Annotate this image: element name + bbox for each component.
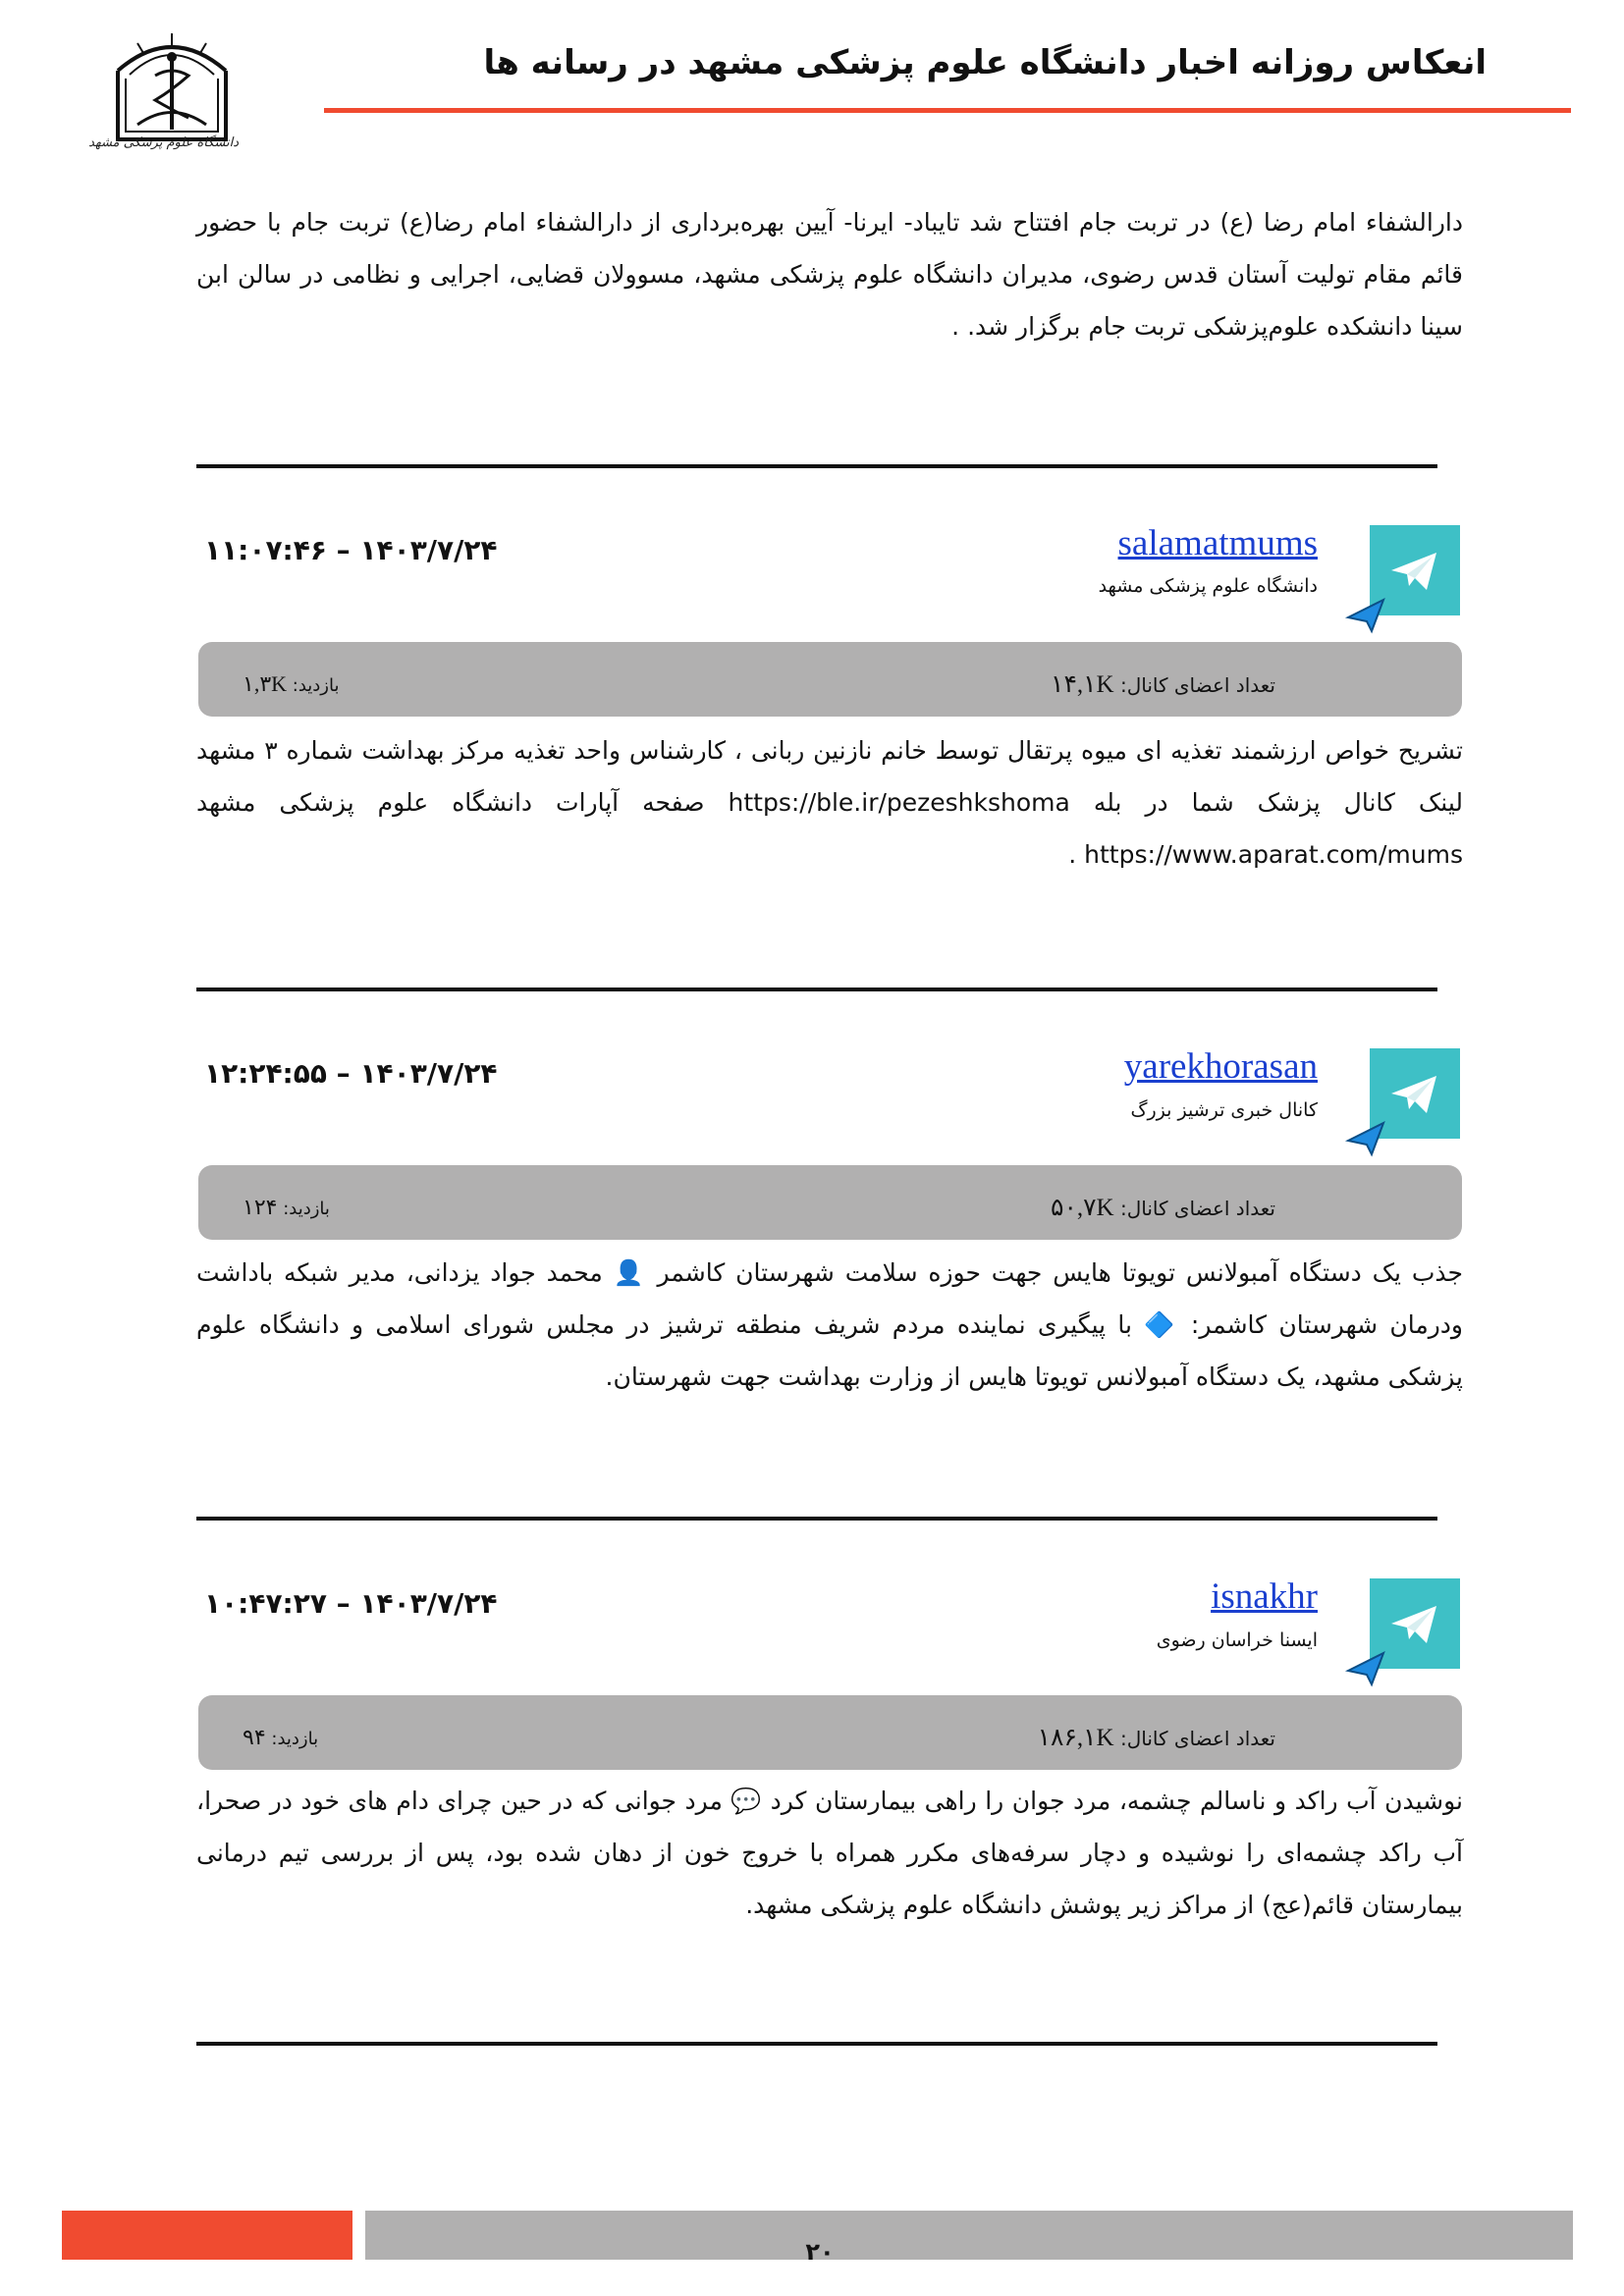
views-count: بازدید: ۹۴ <box>243 1725 319 1749</box>
post-text: جذب یک دستگاه آمبولانس تویوتا هایس جهت حوزه سلامت شهرستان کاشمر 👤 محمد جواد یزدانی، مدیر شبکه باداشت ودرمان شهرستان کاشمر: 🔷 با پیگیری نماینده مردم شریف منطقه ترشیز در مجلس شورای اسلامی و دانشگاه علوم پزشکی مشهد، یک دستگاه آمبولانس تویوتا هایس از وزارت بهداشت جهت شهرستان. <box>196 1258 1463 1391</box>
footer-bar <box>365 2211 1573 2260</box>
members-count: تعداد اعضای کانال: ۵۰,۷K <box>1051 1195 1275 1221</box>
section-divider <box>196 988 1437 991</box>
telegram-icon[interactable] <box>1370 1578 1460 1669</box>
members-count: تعداد اعضای کانال: ۱۸۶,۱K <box>1037 1725 1275 1751</box>
stats-bar <box>198 1165 1462 1240</box>
channel-subtitle: ایسنا خراسان رضوی <box>1156 1629 1318 1651</box>
stats-bar <box>198 1695 1462 1770</box>
channel-name-link[interactable]: isnakhr <box>1211 1576 1318 1617</box>
section-divider <box>196 2042 1437 2046</box>
telegram-icon[interactable] <box>1370 1048 1460 1139</box>
intro-paragraph: دارالشفاء امام رضا (ع) در تربت جام افتتاح شد تایباد- ایرنا- آیین بهره‌برداری از دارالشفاء امام رضا(ع) تربت جام با حضور قائم مقام تولیت آستان قدس رضوی، مدیران دانشگاه علوم پزشکی مشهد، مسوولان قضایی، اجرایی و نظامی در سالن ابن سینا دانشکده علوم‌پزشکی تربت جام برگزار شد. . <box>196 208 1463 341</box>
post-text: نوشیدن آب راکد و ناسالم چشمه، مرد جوان را راهی بیمارستان کرد 💬 مرد جوانی که در حین چرای دام های خود در صحرا، آب راکد چشمه‌ای را نوشیده و دچار سرفه‌های مکرر همراه با خروج خون از دهان شده بود، پس از بررسی تیم درمانی بیمارستان قائم(عج) از مراکز زیر پوشش دانشگاه علوم پزشکی مشهد. <box>196 1787 1463 1919</box>
page-number: ۲۰ <box>805 2238 835 2266</box>
page-title: انعکاس روزانه اخبار دانشگاه علوم پزشکی مشهد در رسانه ها <box>483 43 1487 82</box>
views-count: بازدید: ۱,۳K <box>243 671 340 696</box>
logo-caption: دانشگاه علوم پزشکی مشهد <box>88 135 239 150</box>
section-divider <box>196 1517 1437 1521</box>
views-count: بازدید: ۱۲۴ <box>243 1195 330 1219</box>
section-divider <box>196 464 1437 468</box>
header-divider <box>324 108 1571 113</box>
post-datetime: ۱۴۰۳/۷/۲۴ – ۱۱:۰۷:۴۶ <box>204 534 498 566</box>
stats-bar <box>198 642 1462 717</box>
post-datetime: ۱۴۰۳/۷/۲۴ – ۱۲:۲۴:۵۵ <box>204 1057 498 1090</box>
footer-accent-bar <box>62 2211 352 2260</box>
post-text: تشریح خواص ارزشمند تغذیه ای میوه پرتقال توسط خانم نازنین ربانی ، کارشناس واحد تغذیه مرکز بهداشت شماره ۳ مشهد لینک کانال پزشک شما در بله https://ble.ir/pezeshkshoma صفحه آپارات دانشگاه علوم پزشکی مشهد https://www.aparat.com/mums . <box>196 736 1463 869</box>
channel-name-link[interactable]: yarekhorasan <box>1123 1046 1318 1087</box>
members-count: تعداد اعضای کانال: ۱۴,۱K <box>1051 671 1275 698</box>
channel-subtitle: کانال خبری ترشیز بزرگ <box>1130 1099 1318 1121</box>
post-datetime: ۱۴۰۳/۷/۲۴ – ۱۰:۴۷:۲۷ <box>204 1587 498 1620</box>
channel-subtitle: دانشگاه علوم پزشکی مشهد <box>1098 575 1318 597</box>
telegram-icon[interactable] <box>1370 525 1460 615</box>
channel-name-link[interactable]: salamatmums <box>1117 523 1318 563</box>
